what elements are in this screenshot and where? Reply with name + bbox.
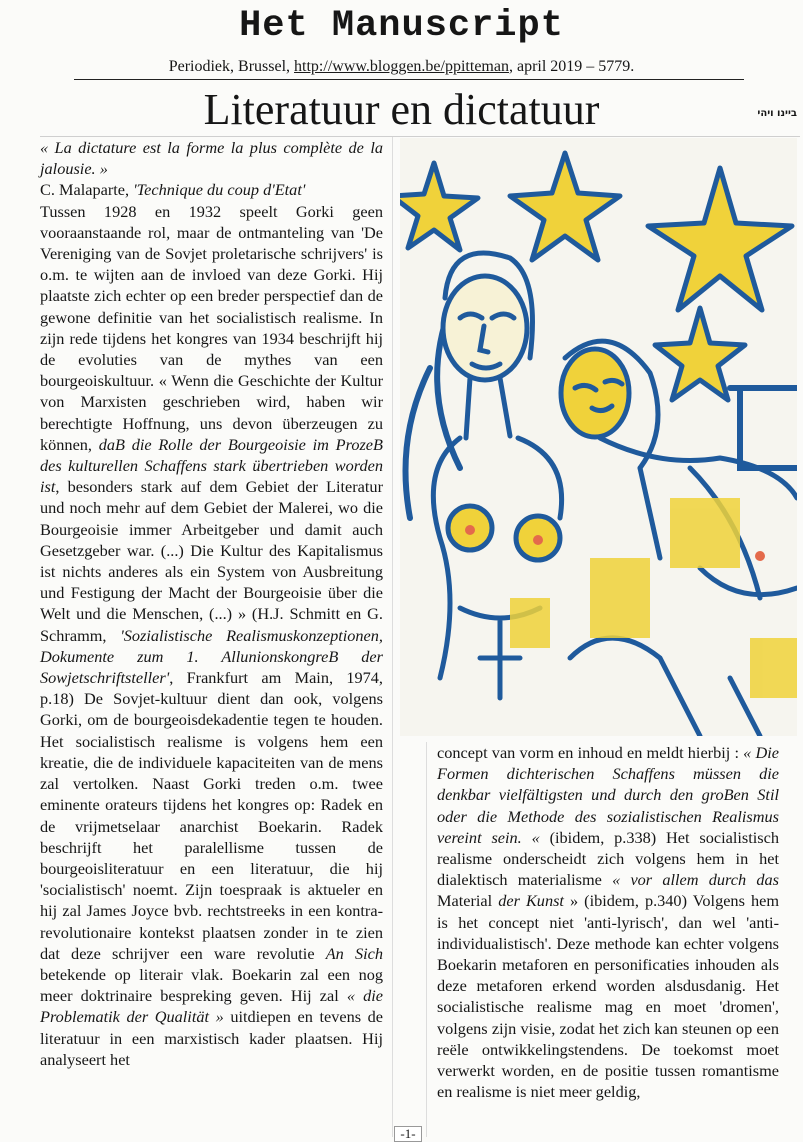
left-column — [40, 137, 383, 1070]
painting-illustration — [400, 138, 797, 736]
hebrew-note: ביינו ויהי — [757, 108, 797, 119]
publication-date: , april 2019 – 5779. — [508, 58, 635, 75]
body-segment: (ibidem, p.338) Het socialistisch realisme onderscheidt zich volgens hem in het dialektisch materialisme — [437, 827, 779, 890]
body-segment: , Frankfurt am Main, 1974, p.18) De Sovjet-kultuur dient dan ook, volgens Gorki, om de bourgeoisdekadentie tegen te houden. Het socialistisch realisme is volgens hem een kreatie, die de individuele kapaciteiten van de mens zal vertolken. Naast Gorki treden o.m. twee eminente orateurs tijdens het kongres op: Radek en de vrijmetselaar anarchist Boekarin. Radek beschrijft het paralellisme tussen de bourgeoisliteratuur en een literatuur, die hij 'socialistisch' noemt. Zijn toespraak is aktueler en hij zal James Joyce bvb. rechtstreeks in een kontra-revolutionaire kontekst plaatsen zonder in te zien dat deze schrijver een ware revolutie — [40, 668, 383, 963]
epigraph-attribution — [40, 179, 383, 200]
body-segment: betekende op literair vlak. Boekarin zal een nog meer doktrinaire bespreking geven. Hij zal — [40, 964, 383, 1006]
masthead: Het Manuscript — [239, 5, 564, 47]
body-segment: Tussen 1928 en 1932 speelt Gorki geen vooraanstaande rol, maar de ontmanteling van 'De Vereniging van de Sovjet proletarische schrijvers' is o.m. te wijten aan de invloed van deze Gorki. Hij plaatste zich echter op een breder perspectief dan de gewone definitie van het socialistisch realisme. In zijn rede tijdens het kongres van 1934 beschrijft hij de evoluties van de mythes van een bourgeoiskultuur. « Wenn die Geschichte der Kultur von Marxisten geschrieben wird, haben wir berechtigte Hoffnung, uns devon überzeugen zu können, — [40, 201, 383, 454]
attribution-author: C. Malaparte, — [40, 180, 134, 200]
quote-italic: « die Problematik der Qualität » — [40, 986, 383, 1027]
body-text — [437, 742, 779, 1102]
paint-dot — [533, 535, 543, 545]
quote-italic: daB die Rolle der Bourgeoisie im ProzeB des kulturellen Schaffens stark übertrieben worden ist — [40, 434, 383, 497]
body-segment: » (ibidem, p.340) Volgens hem is het concept niet 'anti-lyrisch', dan wel 'anti-individualistisch'. Deze methode kan echter volgens Boekarin metaforen en personificaties inhouden als deze metaforen erkend worden alsdusdanig. Het socialistische realisme mag en moet 'dromen', volgens zijn visie, zodat het zich kan steunen op een reële ontwikkelingstendens. De toekomst moet verwerkt worden, en de positie tussen romantisme en realisme is niet meer geldig, — [437, 891, 779, 1102]
paint-patch — [750, 638, 797, 698]
body-text — [40, 201, 383, 1070]
right-column — [437, 742, 779, 1102]
column-divider — [392, 137, 393, 1137]
paint-patch — [590, 558, 650, 638]
source-title: 'Sozialistische Realismuskonzeptionen, Dokumente zum 1. AllunionskongreB der Sowjetschriftsteller' — [40, 625, 383, 688]
attribution-title: 'Technique du coup d'Etat' — [133, 180, 306, 200]
body-segment: uitdiepen en tevens de literatuur in een marxistisch kader plaatsen. Hij analyseert het — [40, 1007, 383, 1069]
quote-italic: der Kunst — [498, 891, 564, 911]
paint-patch — [510, 598, 550, 648]
quote-italic: « vor allem durch das — [612, 870, 779, 890]
paint-dot — [755, 551, 765, 561]
column-divider — [426, 742, 427, 1137]
body-segment: concept van vorm en inhoud en meldt hierbij : — [437, 743, 744, 762]
quote-italic: « Die Formen dichterischen Schaffens müssen die denkbar vielfältigsten und durch den groBen Stil oder die Methode des sozialistischen Realismus vereint sein. « — [437, 743, 779, 847]
body-segment: Material — [437, 891, 499, 911]
body-segment: , besonders stark auf dem Gebiet der Literatur und noch mehr auf dem Gebiet der Malerei, wo die Bourgeoisie immer Arbeitgeber und damit auch Gesetzgeber war. (...) Die Kultur des Kapitalismus ist nichts anderes als ein System von Ausbreitung und Festigung der Macht der Bourgeoisie über die Welt und die Menschen, (...) » (H.J. Schmitt en G. Schramm, — [40, 477, 383, 645]
header-rule — [74, 79, 744, 80]
blog-link[interactable]: http://www.bloggen.be/ppitteman — [294, 58, 509, 75]
epigraph: « La dictature est la forme la plus complète de la jalousie. » — [40, 138, 383, 179]
page-number: -1- — [394, 1126, 422, 1142]
publication-info: Periodiek, Brussel, — [168, 58, 295, 75]
paint-dot — [465, 525, 475, 535]
paint-patch — [670, 498, 740, 568]
article-title: Literatuur en dictatuur — [203, 85, 600, 134]
quote-italic: An Sich — [325, 943, 384, 963]
publication-line — [0, 57, 803, 77]
